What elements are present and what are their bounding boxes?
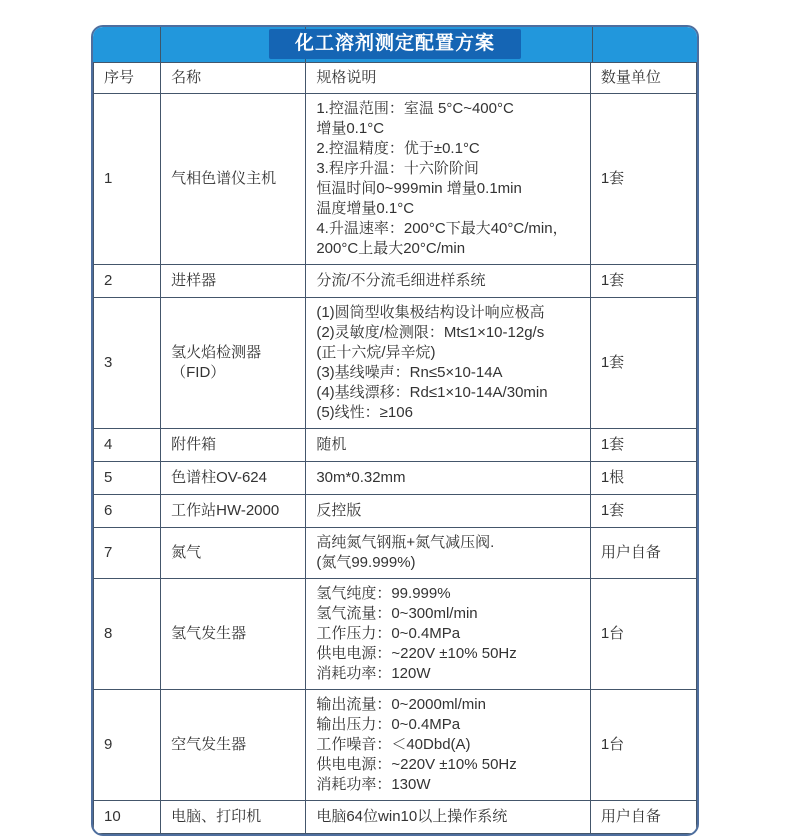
spec-line: 消耗功率：120W xyxy=(316,665,431,682)
cell-spec xyxy=(306,429,590,462)
spec-line: 高纯氮气钢瓶+氮气减压阀. xyxy=(316,534,495,551)
cell-qty: 1根 xyxy=(590,462,696,495)
cell-name: 进样器 xyxy=(161,265,306,298)
table-body xyxy=(94,94,697,834)
banner-column-divider xyxy=(592,27,593,62)
spec-line: 氢气纯度：99.999% xyxy=(316,585,451,602)
page-title: 化工溶剂测定配置方案 xyxy=(269,29,521,59)
cell-no: 2 xyxy=(94,265,161,298)
spec-line: 消耗功率：130W xyxy=(316,776,431,793)
cell-no: 7 xyxy=(94,528,161,579)
cell-qty: 用户自备 xyxy=(590,801,696,834)
cell-spec xyxy=(306,528,590,579)
spec-line: (正十六烷/异辛烷) xyxy=(316,344,436,361)
cell-spec xyxy=(306,495,590,528)
spec-line: 温度增量0.1°C xyxy=(316,200,415,217)
column-header-spec: 规格说明 xyxy=(306,63,590,94)
cell-spec xyxy=(306,801,590,834)
table-row xyxy=(94,298,697,429)
cell-spec xyxy=(306,579,590,690)
cell-spec xyxy=(306,265,590,298)
cell-qty: 1套 xyxy=(590,94,696,265)
spec-line: (4)基线漂移：Rd≤1×10-14A/30min xyxy=(316,384,548,401)
spec-line: (3)基线噪声：Rn≤5×10-14A xyxy=(316,364,503,381)
cell-name: 工作站HW-2000 xyxy=(161,495,306,528)
spec-line: 供电电源：~220V ±10% 50Hz xyxy=(316,645,517,662)
cell-qty: 1台 xyxy=(590,690,696,801)
cell-name: 电脑、打印机 xyxy=(161,801,306,834)
spec-line: 反控版 xyxy=(316,502,362,519)
cell-no: 1 xyxy=(94,94,161,265)
cell-qty: 1套 xyxy=(590,265,696,298)
table-row xyxy=(94,801,697,834)
table-row xyxy=(94,462,697,495)
cell-spec xyxy=(306,690,590,801)
cell-no: 9 xyxy=(94,690,161,801)
table-row xyxy=(94,495,697,528)
table-row xyxy=(94,429,697,462)
spec-line: 3.程序升温：十六阶阶间 xyxy=(316,160,479,177)
spec-line: 输出压力：0~0.4MPa xyxy=(316,716,461,733)
cell-name: 氮气 xyxy=(161,528,306,579)
spec-line: 2.控温精度：优于±0.1°C xyxy=(316,140,480,157)
column-header-qty: 数量单位 xyxy=(590,63,696,94)
cell-name: 气相色谱仪主机 xyxy=(161,94,306,265)
spec-line: 30m*0.32mm xyxy=(316,469,406,486)
cell-spec xyxy=(306,462,590,495)
spec-line: 工作噪音：＜40Dbd(A) xyxy=(316,736,471,753)
cell-qty: 用户自备 xyxy=(590,528,696,579)
spec-line: (5)线性：≥106 xyxy=(316,404,413,421)
config-table xyxy=(93,62,697,834)
cell-name: 空气发生器 xyxy=(161,690,306,801)
spec-line: 分流/不分流毛细进样系统 xyxy=(316,272,486,289)
spec-line: 工作压力：0~0.4MPa xyxy=(316,625,461,642)
cell-qty: 1台 xyxy=(590,579,696,690)
cell-no: 3 xyxy=(94,298,161,429)
config-table-panel xyxy=(91,25,699,836)
spec-line: (2)灵敏度/检测限：Mt≤1×10-12g/s xyxy=(316,324,545,341)
spec-line: 增量0.1°C xyxy=(316,120,385,137)
cell-qty: 1套 xyxy=(590,495,696,528)
cell-qty: 1套 xyxy=(590,429,696,462)
spec-line: 电脑64位win10以上操作系统 xyxy=(316,808,508,825)
header-row xyxy=(94,63,697,94)
spec-line: 200°C上最大20°C/min xyxy=(316,240,466,257)
cell-name: 附件箱 xyxy=(161,429,306,462)
title-banner xyxy=(93,27,697,62)
cell-qty: 1套 xyxy=(590,298,696,429)
spec-line: 随机 xyxy=(316,436,347,453)
spec-line: (氮气99.999%) xyxy=(316,554,416,571)
spec-line: 4.升温速率：200°C下最大40°C/min， xyxy=(316,220,568,237)
cell-spec xyxy=(306,298,590,429)
table-row xyxy=(94,265,697,298)
banner-column-divider xyxy=(160,27,161,62)
cell-spec xyxy=(306,94,590,265)
cell-no: 8 xyxy=(94,579,161,690)
cell-no: 6 xyxy=(94,495,161,528)
table-row xyxy=(94,579,697,690)
spec-line: 氢气流量：0~300ml/min xyxy=(316,605,478,622)
spec-line: 供电电源：~220V ±10% 50Hz xyxy=(316,756,517,773)
table-row xyxy=(94,94,697,265)
column-header-name: 名称 xyxy=(161,63,306,94)
spec-line: 输出流量：0~2000ml/min xyxy=(316,696,486,713)
spec-line: 恒温时间0~999min 增量0.1min xyxy=(316,180,522,197)
cell-name: 氢火焰检测器（FID） xyxy=(161,298,306,429)
cell-no: 5 xyxy=(94,462,161,495)
spec-line: (1)圆筒型收集极结构设计响应极高 xyxy=(316,304,545,321)
spec-line: 1.控温范围：室温 5°C~400°C xyxy=(316,100,514,117)
table-row xyxy=(94,528,697,579)
cell-name: 色谱柱OV-624 xyxy=(161,462,306,495)
cell-no: 10 xyxy=(94,801,161,834)
cell-no: 4 xyxy=(94,429,161,462)
cell-name: 氢气发生器 xyxy=(161,579,306,690)
column-header-no: 序号 xyxy=(94,63,161,94)
table-row xyxy=(94,690,697,801)
